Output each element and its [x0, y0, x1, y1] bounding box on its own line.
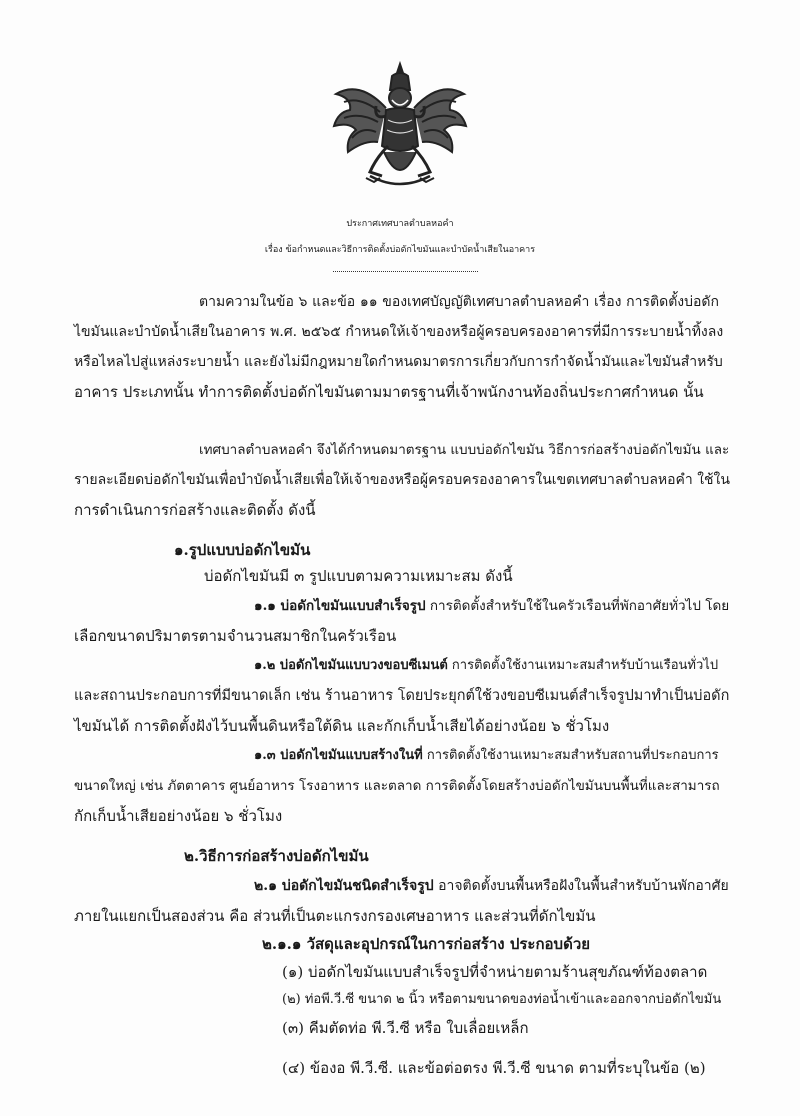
section1-item3-line-3: กักเก็บน้ำเสียอย่างน้อย ๖ ชั่วโมง: [74, 807, 283, 825]
announcement-subject: เรื่อง ข้อกำหนดและวิธีการติดตั้งบ่อดักไขมันและบำบัดน้ำเสียในอาคาร: [264, 245, 536, 255]
section1-item3-line-2: ขนาดใหญ่ เช่น ภัตตาคาร ศูนย์อาหาร โรงอาหาร และตลาด การติดตั้งโดยสร้างบ่อดักไขมันบนพื้นที่และสามารถ: [74, 778, 720, 794]
section1-item2-text: การติดตั้งใช้งานเหมาะสมสำหรับบ้านเรือนทั่วไป: [451, 658, 719, 673]
section2-sub1-label: ๒.๑ บ่อดักไขมันชนิดสำเร็จรูป: [254, 878, 434, 894]
section1-item2-line-2: และสถานประกอบการที่มีขนาดเล็ก เช่น ร้านอาหาร โดยประยุกต์ใช้วงขอบซีเมนต์สำเร็จรูปมาทำเป็นบ่อดัก: [74, 688, 730, 704]
section1-item1-first-line: [254, 596, 730, 616]
materials-item-1: (๑) บ่อดักไขมันแบบสำเร็จรูปที่จำหน่ายตามร้านสุขภัณฑ์ท้องตลาด: [282, 963, 708, 981]
intro-p1-line-4: อาคาร ประเภทนั้น ทำการติดตั้งบ่อดักไขมันตามมาตรฐานที่เจ้าพนักงานท้องถิ่นประกาศกำหนด นั้น: [74, 383, 704, 401]
section1-lead: บ่อดักไขมันมี ๓ รูปแบบตามความเหมาะสม ดังนี้: [204, 567, 513, 585]
section2-heading: ๒.วิธีการก่อสร้างบ่อดักไขมัน: [184, 847, 369, 865]
section1-heading: ๑.รูปแบบบ่อดักไขมัน: [174, 541, 311, 559]
section1-item1-text: การติดตั้งสำหรับใช้ในครัวเรือนที่พักอาศัยทั่วไป โดย: [429, 598, 730, 614]
garuda-emblem-icon: [330, 60, 470, 195]
section1-item3-first-line: [254, 746, 719, 766]
section1-item2-line-3: ไขมันได้ การติดตั้งฝังไว้บนพื้นดินหรือใต้ดิน และกักเก็บน้ำเสียได้อย่างน้อย ๖ ชั่วโมง: [74, 717, 610, 735]
materials-item-3: (๓) คีมตัดท่อ พี.วี.ซี หรือ ใบเลื่อยเหล็ก: [282, 1019, 529, 1037]
intro-p2-line-3: การดำเนินการก่อสร้างและติดตั้ง ดังนี้: [74, 501, 316, 519]
intro-p2-line-1: เทศบาลตำบลหอคำ จึงได้กำหนดมาตรฐาน แบบบ่อดักไขมัน วิธีการก่อสร้างบ่อดักไขมัน และ: [199, 442, 730, 458]
announcement-title: ประกาศเทศบาลตำบลหอคำ: [346, 219, 454, 229]
section2-sub1-line-2: ภายในแยกเป็นสองส่วน คือ ส่วนที่เป็นตะแกรงกรองเศษอาหาร และส่วนที่ดักไขมัน: [74, 907, 596, 925]
materials-heading: ๒.๑.๑ วัสดุและอุปกรณ์ในการก่อสร้าง ประกอบด้วย: [262, 935, 591, 953]
section2-sub1-text: อาจติดตั้งบนพื้นหรือฝังในพื้นสำหรับบ้านพักอาศัย: [438, 878, 729, 894]
materials-item-4: (๔) ข้องอ พี.วี.ซี. และข้อต่อตรง พี.วี.ซี ขนาด ตามที่ระบุในข้อ (๒): [282, 1059, 706, 1077]
intro-p1-line-1: ตามความในข้อ ๖ และข้อ ๑๑ ของเทศบัญญัติเทศบาลตำบลหอคำ เรื่อง การติดตั้งบ่อดัก: [199, 294, 719, 310]
intro-p1-line-2: ไขมันและบำบัดน้ำเสียในอาคาร พ.ศ. ๒๕๖๕ กำหนดให้เจ้าของหรือผู้ครอบครองอาคารที่มีการระบายน้ำทิ้งลง: [74, 324, 724, 340]
section1-item2-first-line: [254, 656, 719, 676]
section1-item1-label: ๑.๑ บ่อดักไขมันแบบสำเร็จรูป: [254, 598, 426, 614]
section2-sub1-first-line: [254, 876, 729, 896]
materials-item-2: (๒) ท่อพี.วี.ซี ขนาด ๒ นิ้ว หรือตามขนาดของท่อน้ำเข้าและออกจากบ่อดักไขมัน: [282, 992, 722, 1007]
title-separator: [333, 271, 478, 272]
section1-item3-label: ๑.๓ บ่อดักไขมันแบบสร้างในที่: [254, 748, 423, 763]
section1-item1-line-2: เลือกขนาดปริมาตรตามจำนวนสมาชิกในครัวเรือน: [74, 627, 397, 645]
intro-p1-line-3: หรือไหลไปสู่แหล่งระบายน้ำ และยังไม่มีกฎหมายใดกำหนดมาตรการเกี่ยวกับการกำจัดน้ำมันและไขมันสำหรับ: [74, 354, 723, 370]
section1-item2-label: ๑.๒ บ่อดักไขมันแบบวงขอบซีเมนต์: [254, 658, 448, 673]
section1-item3-text: การติดตั้งใช้งานเหมาะสมสำหรับสถานที่ประกอบการ: [426, 748, 719, 763]
intro-p2-line-2: รายละเอียดบ่อดักไขมันเพื่อบำบัดน้ำเสียเพื่อให้เจ้าของหรือผู้ครอบครองอาคารในเขตเทศบาลตำบลหอคำ ใช้ใน: [74, 472, 730, 488]
